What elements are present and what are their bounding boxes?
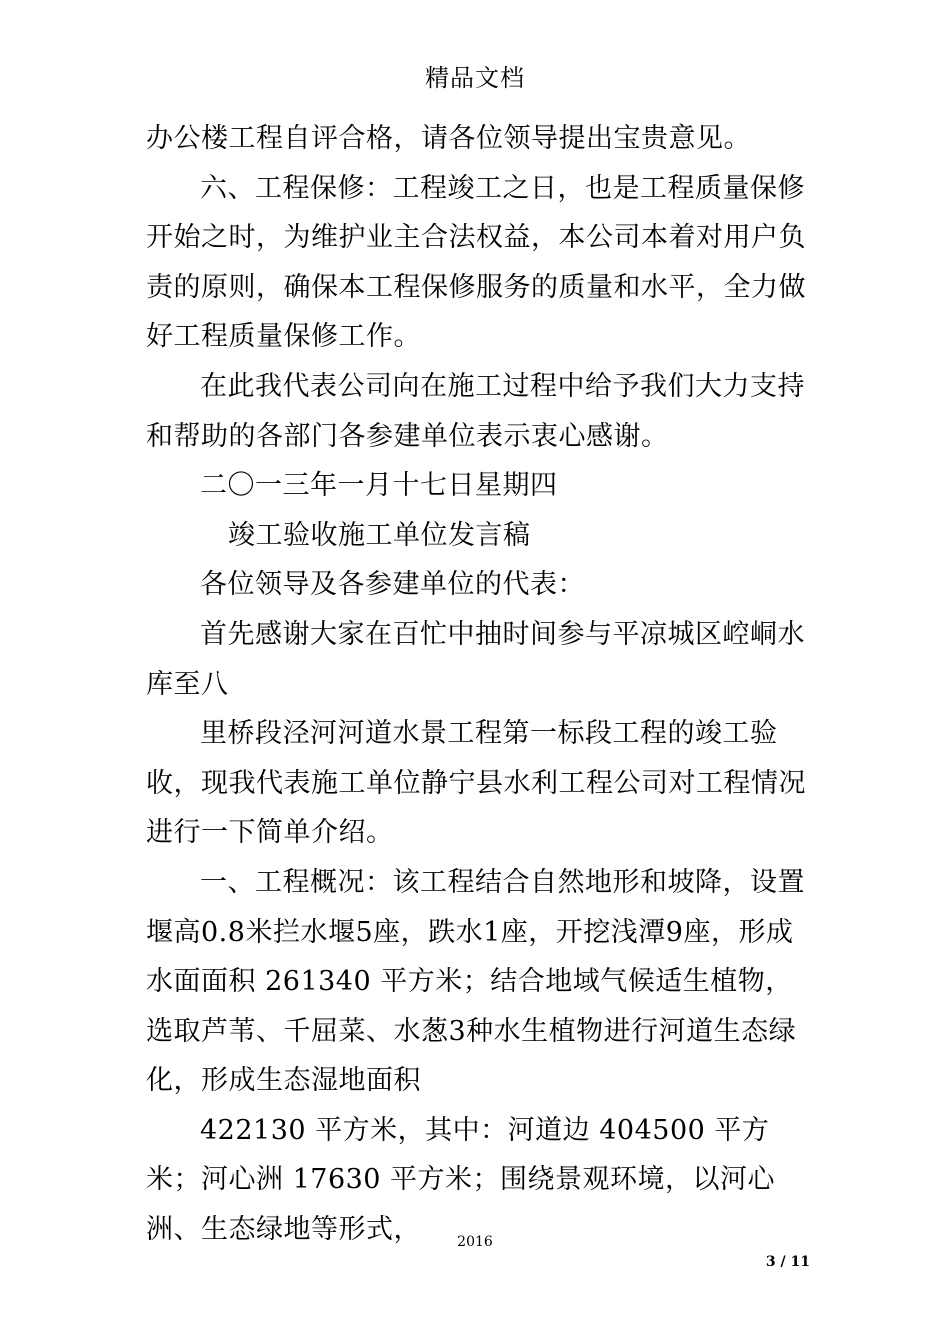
page-number [690,1253,810,1271]
paragraph-date: 二〇一三年一月十七日星期四 [200,470,558,502]
page-total: 11 [790,1254,810,1270]
paragraph-area-details: 422130 平方米，其中：河道边 404500 平方米；河心洲 17630 平方米；围绕景观环境，以河心洲、生态绿地等形式， [146,1114,776,1246]
paragraph-thanks: 在此我代表公司向在施工过程中给予我们大力支持和帮助的各部门各参建单位表示衷心感谢。 [146,370,805,452]
page-current: 3 [765,1254,776,1270]
page-header: 精品文档 [425,64,525,92]
paragraph-project-overview: 一、工程概况：该工程结合自然地形和坡降，设置堰高0.8米拦水堰5座，跌水1座，开挖浅潭9座，形成水面面积 261340 平方米；结合地域气候适生植物，选取芦苇、千屈菜、水葱3种水生植物进行河道生态绿化，形成生态湿地面积 [146,866,805,1097]
page-footer-year: 2016 [457,1234,493,1250]
page-separator: / [780,1254,786,1270]
speech-title: 竣工验收施工单位发言稿 [228,519,531,551]
paragraph-warranty: 六、工程保修：工程竣工之日，也是工程质量保修开始之时，为维护业主合法权益，本公司本着对用户负责的原则，确保本工程保修服务的质量和水平，全力做好工程质量保修工作。 [146,172,806,353]
paragraph-acceptance-conclusion: 办公楼工程自评合格，请各位领导提出宝贵意见。 [146,123,751,154]
document-body [146,114,810,1255]
paragraph-opening: 首先感谢大家在百忙中抽时间参与平凉城区崆峒水库至八 [146,618,805,700]
paragraph-introduction: 里桥段泾河河道水景工程第一标段工程的竣工验收，现我代表施工单位静宁县水利工程公司对工程情况进行一下简单介绍。 [146,718,806,849]
paragraph-salutation: 各位领导及各参建单位的代表： [200,569,585,601]
